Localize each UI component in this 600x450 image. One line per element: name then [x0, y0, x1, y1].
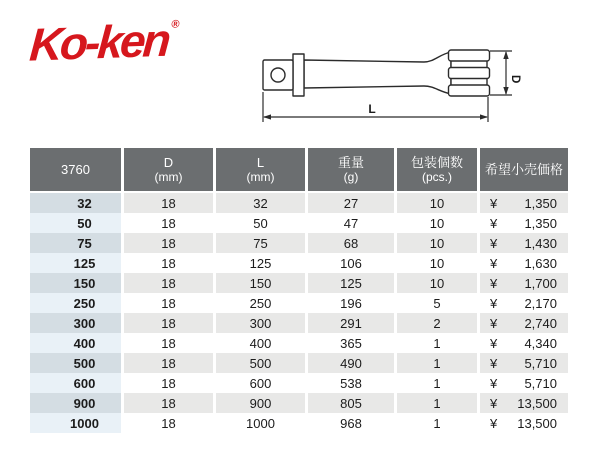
weight-cell: 47	[308, 213, 397, 233]
d-cell: 18	[124, 213, 216, 233]
model-cell: 400	[30, 333, 124, 353]
l-cell: 1000	[216, 413, 308, 433]
l-cell: 300	[216, 313, 308, 333]
table-row	[30, 353, 568, 373]
currency-symbol: ¥	[490, 355, 498, 371]
weight-cell: 196	[308, 293, 397, 313]
d-cell: 18	[124, 413, 216, 433]
weight-cell: 490	[308, 353, 397, 373]
d-cell: 18	[124, 373, 216, 393]
l-arrow-right	[480, 114, 488, 119]
currency-symbol: ¥	[490, 255, 498, 271]
weight-cell: 125	[308, 273, 397, 293]
price-cell	[480, 353, 568, 373]
price-amount: 2,170	[524, 295, 557, 311]
model-cell: 1000	[30, 413, 124, 433]
d-cell: 18	[124, 233, 216, 253]
col-header-diameter: D (mm)	[124, 148, 216, 193]
price-cell	[480, 333, 568, 353]
weight-cell: 968	[308, 413, 397, 433]
model-cell: 300	[30, 313, 124, 333]
table-row	[30, 233, 568, 253]
price-cell	[480, 233, 568, 253]
price-amount: 13,500	[517, 395, 557, 411]
bar-collar	[293, 54, 304, 96]
d-cell: 18	[124, 313, 216, 333]
weight-cell: 27	[308, 193, 397, 213]
price-cell	[480, 273, 568, 293]
currency-symbol: ¥	[490, 395, 498, 411]
col-header-model: 3760	[30, 148, 124, 193]
price-cell	[480, 193, 568, 213]
l-cell: 500	[216, 353, 308, 373]
pack-cell: 1	[397, 353, 480, 373]
price-amount: 2,740	[524, 315, 557, 331]
head-band-top	[449, 50, 490, 61]
d-cell: 18	[124, 273, 216, 293]
table-row	[30, 253, 568, 273]
table-row	[30, 273, 568, 293]
d-cell: 18	[124, 253, 216, 273]
price-amount: 1,350	[524, 215, 557, 231]
l-cell: 32	[216, 193, 308, 213]
weight-cell: 365	[308, 333, 397, 353]
table-row	[30, 293, 568, 313]
l-cell: 250	[216, 293, 308, 313]
d-arrow-top	[503, 51, 508, 59]
weight-cell: 291	[308, 313, 397, 333]
price-amount: 1,630	[524, 255, 557, 271]
bar-shaft	[304, 52, 451, 94]
weight-cell: 538	[308, 373, 397, 393]
table-row	[30, 213, 568, 233]
currency-symbol: ¥	[490, 275, 498, 291]
head-band-bottom	[449, 85, 490, 96]
pack-cell: 10	[397, 213, 480, 233]
model-cell: 75	[30, 233, 124, 253]
price-amount: 1,700	[524, 275, 557, 291]
registered-trademark-symbol: ®	[170, 18, 180, 31]
price-cell	[480, 393, 568, 413]
currency-symbol: ¥	[490, 215, 498, 231]
model-cell: 900	[30, 393, 124, 413]
head-band-middle	[449, 68, 490, 79]
currency-symbol: ¥	[490, 315, 498, 331]
l-cell: 50	[216, 213, 308, 233]
model-cell: 50	[30, 213, 124, 233]
spec-table-body	[30, 193, 568, 433]
l-cell: 150	[216, 273, 308, 293]
col-header-length: L (mm)	[216, 148, 308, 193]
d-arrow-bottom	[503, 87, 508, 95]
currency-symbol: ¥	[490, 375, 498, 391]
col-header-weight: 重量 (g)	[308, 148, 397, 193]
model-cell: 500	[30, 353, 124, 373]
model-cell: 600	[30, 373, 124, 393]
d-cell: 18	[124, 393, 216, 413]
pack-cell: 1	[397, 373, 480, 393]
weight-cell: 106	[308, 253, 397, 273]
l-cell: 125	[216, 253, 308, 273]
table-row	[30, 393, 568, 413]
price-cell	[480, 213, 568, 233]
table-row	[30, 333, 568, 353]
price-cell	[480, 373, 568, 393]
l-cell: 400	[216, 333, 308, 353]
pack-cell: 2	[397, 313, 480, 333]
brand-logo	[28, 9, 181, 74]
table-row	[30, 313, 568, 333]
price-amount: 1,430	[524, 235, 557, 251]
dim-d-label: D	[509, 75, 521, 84]
pin-hole	[271, 68, 285, 82]
model-cell: 150	[30, 273, 124, 293]
col-header-pack-qty: 包装個数 (pcs.)	[397, 148, 480, 193]
pack-cell: 10	[397, 253, 480, 273]
pack-cell: 10	[397, 233, 480, 253]
currency-symbol: ¥	[490, 335, 498, 351]
pack-cell: 1	[397, 333, 480, 353]
table-row	[30, 413, 568, 433]
price-cell	[480, 313, 568, 333]
weight-cell: 805	[308, 393, 397, 413]
l-cell: 75	[216, 233, 308, 253]
pack-cell: 10	[397, 193, 480, 213]
price-amount: 1,350	[524, 195, 557, 211]
model-cell: 125	[30, 253, 124, 273]
table-row	[30, 193, 568, 213]
price-amount: 5,710	[524, 375, 557, 391]
weight-cell: 68	[308, 233, 397, 253]
currency-symbol: ¥	[490, 415, 498, 431]
price-amount: 5,710	[524, 355, 557, 371]
model-cell: 32	[30, 193, 124, 213]
spec-table	[30, 148, 568, 433]
col-header-retail-price: 希望小売価格	[480, 148, 568, 193]
table-row	[30, 373, 568, 393]
l-cell: 900	[216, 393, 308, 413]
currency-symbol: ¥	[490, 195, 498, 211]
price-cell	[480, 253, 568, 273]
dim-l-label: L	[368, 102, 376, 116]
l-cell: 600	[216, 373, 308, 393]
l-arrow-left	[263, 114, 271, 119]
d-cell: 18	[124, 333, 216, 353]
price-amount: 13,500	[517, 415, 557, 431]
brand-logo-text: Ko-ken	[27, 13, 170, 71]
d-cell: 18	[124, 353, 216, 373]
price-cell	[480, 293, 568, 313]
currency-symbol: ¥	[490, 235, 498, 251]
price-cell	[480, 413, 568, 433]
pack-cell: 10	[397, 273, 480, 293]
d-cell: 18	[124, 293, 216, 313]
spec-table-header	[30, 148, 568, 193]
pack-cell: 1	[397, 393, 480, 413]
currency-symbol: ¥	[490, 295, 498, 311]
pack-cell: 5	[397, 293, 480, 313]
pack-cell: 1	[397, 413, 480, 433]
model-cell: 250	[30, 293, 124, 313]
extension-bar-diagram	[252, 22, 597, 140]
d-cell: 18	[124, 193, 216, 213]
price-amount: 4,340	[524, 335, 557, 351]
